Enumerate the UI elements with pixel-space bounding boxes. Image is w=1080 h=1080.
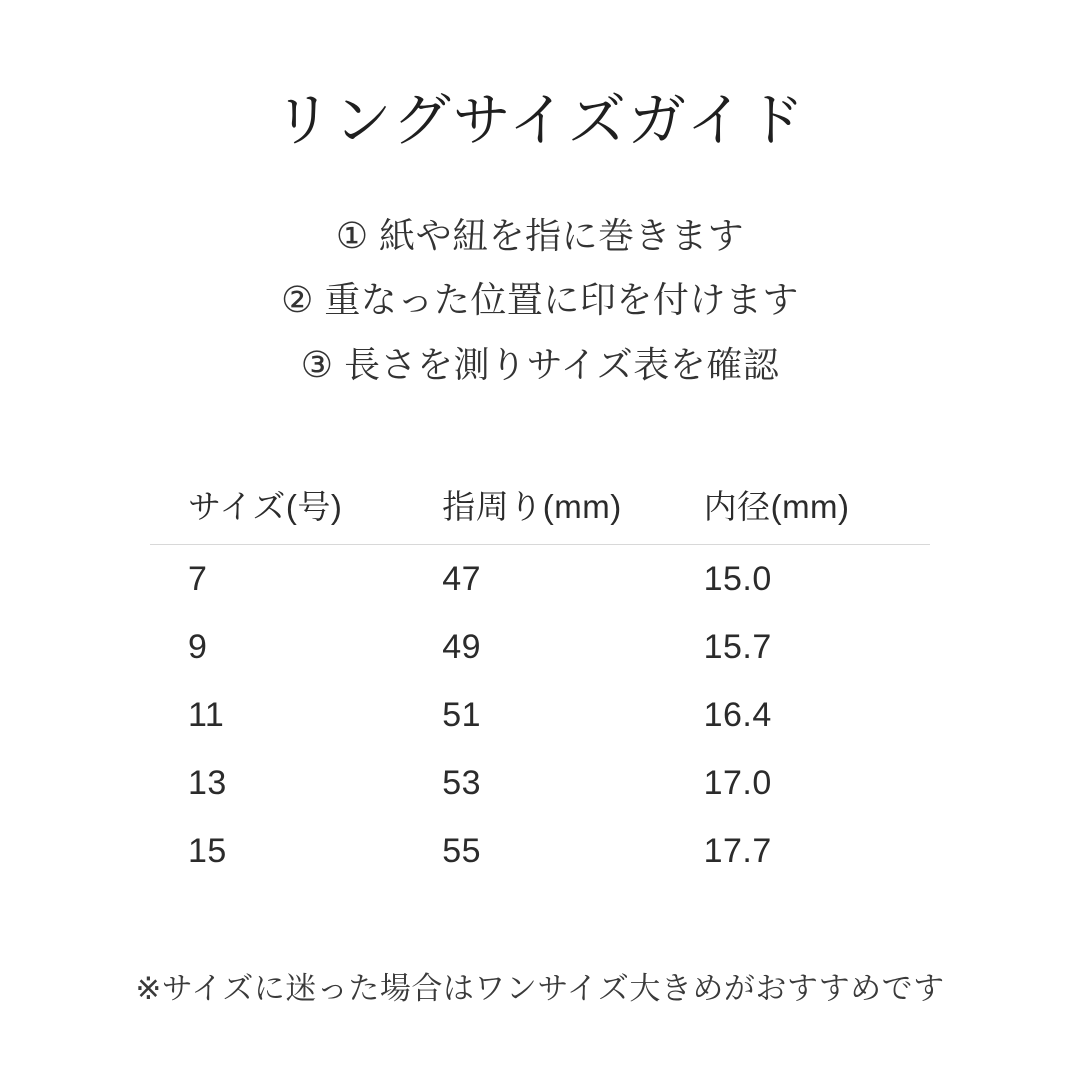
cell-circumference: 51 <box>442 696 482 735</box>
cell-diameter: 16.4 <box>703 696 772 735</box>
size-table-header <box>150 481 930 545</box>
cell-size: 9 <box>188 628 208 667</box>
cell-diameter: 15.0 <box>703 560 772 599</box>
column-header-circumference: 指周り(mm) <box>424 481 681 545</box>
cell-size: 7 <box>188 560 208 599</box>
cell-diameter: 15.7 <box>703 628 772 667</box>
cell-circumference: 55 <box>442 832 482 871</box>
size-table-container <box>150 481 930 885</box>
column-header-size: サイズ(号) <box>150 481 424 545</box>
table-header-row <box>150 481 930 545</box>
cell-diameter: 17.0 <box>703 764 772 803</box>
size-table <box>150 481 930 885</box>
table-row <box>150 545 930 614</box>
size-table-body <box>150 545 930 886</box>
table-row <box>150 749 930 817</box>
page-title: リングサイズガイド <box>273 88 807 153</box>
size-note: ※サイズに迷った場合はワンサイズ大きめがおすすめです <box>135 971 945 1007</box>
table-row <box>150 681 930 749</box>
table-row <box>150 817 930 885</box>
column-header-diameter: 内径(mm) <box>682 481 930 545</box>
cell-diameter: 17.7 <box>703 832 772 871</box>
cell-size: 11 <box>188 696 225 735</box>
cell-size: 15 <box>188 832 227 871</box>
instruction-step-1: ① 紙や紐を指に巻きます <box>335 214 745 256</box>
cell-size: 13 <box>188 764 227 803</box>
instruction-steps <box>281 212 799 390</box>
instruction-step-3: ③ 長さを測りサイズ表を確認 <box>300 343 780 385</box>
cell-circumference: 49 <box>442 628 482 667</box>
instruction-step-2: ② 重なった位置に印を付けます <box>281 279 799 321</box>
table-row <box>150 613 930 681</box>
cell-circumference: 53 <box>442 764 482 803</box>
cell-circumference: 47 <box>442 560 482 599</box>
